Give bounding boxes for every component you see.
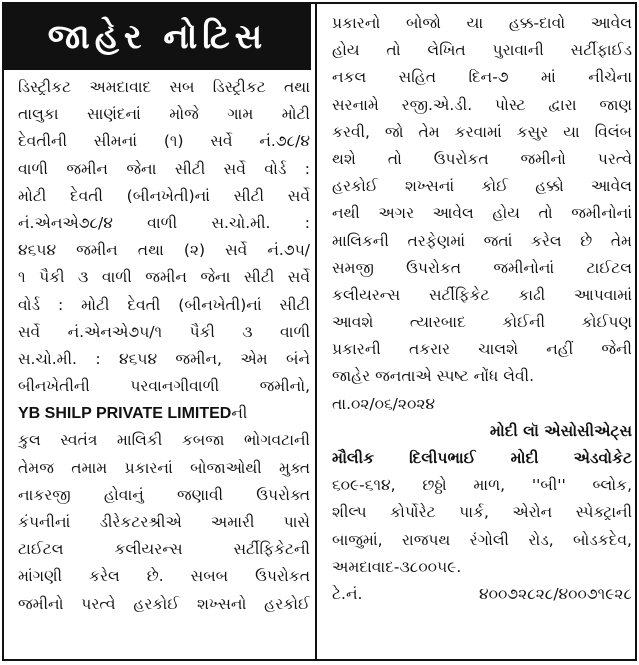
text-line: તાલુકા સાણંદનાં મોજે ગામ મોટી (18, 105, 310, 124)
text-line: થશે તો ઉપરોકત જમીનો પરત્વે (332, 149, 632, 168)
text-line: સમજી ઉપરોકત જમીનોનાં ટાઈટલ (332, 258, 632, 277)
phone-numbers: ટે.નં. ૪૦૦૭૨૮૨૮/૪૦૦૭૧૯૨૮ (332, 584, 632, 603)
text-line: તેમજ તમામ પ્રકારનાં બોજાઓથી મુક્ત (18, 458, 310, 477)
text-line: દેવતીની સીમનાં (૧) સર્વે નં.૭૮/૪ (18, 132, 310, 151)
firm-name: મોદી લૉ એસોસીએટ્સ (489, 421, 632, 440)
notice-title: જાહેર નોટિસ (47, 17, 268, 57)
column-divider (315, 4, 317, 659)
address-line: અમદાવાદ-૩૮૦૦૫૯. (332, 557, 462, 576)
company-line (18, 400, 310, 427)
text-line: ટાઈટલ કલીયરન્સ સર્ટીફિકેટની (18, 540, 310, 559)
text-line: વોર્ડ : મોટી દેવતી (બીનખેતી)નાં સીટી (18, 295, 310, 314)
text-line: નકલ સહિત દિન-૭ માં નીચેના (332, 68, 632, 87)
text-line: નથી અગર આવેલ હોય તો જમીનોનાં (332, 204, 632, 223)
address-line: ૬૦૯-૬૧૪, છઠ્ઠો માળ, ''બી'' બ્લોક, (332, 476, 632, 495)
text-line: નં.એનએ૭૮/૪ વાળી સ.ચો.મી. : (18, 213, 310, 232)
text-line: સર્વે નં.એનએ૭૫/૧ પૈકી ૩ વાળી (18, 322, 310, 341)
left-column (18, 74, 310, 618)
notice-banner (4, 4, 311, 70)
address-line: બાજુમાં, રાજપથ રંગોલી રોડ, બોડકદેવ, (332, 530, 632, 549)
text-line: આવશે ત્યારબાદ કોઈની કોઈપણ (332, 313, 632, 332)
text-line: કુલ સ્વતંત્ર માલિકી કબજા ભોગવટાની (18, 431, 310, 450)
text-line: સરનામે રજી.એ.ડી. પોસ્ટ દ્વારા જાણ (332, 95, 632, 114)
text-line: કંપનીનાં ડીરેકટરશ્રીએ અમારી પાસે (18, 513, 310, 531)
text-line: ડિસ્ટ્રીકટ અમદાવાદ સબ ડિસ્ટ્રીકટ તથા (18, 78, 310, 96)
text-line: મોટી દેવતી (બીનખેતી)નાં સીટી સર્વે (18, 186, 310, 205)
text-line: હરકોઈ શખ્સનાં કોઈ હક્કો આવેલ (332, 177, 632, 196)
text-line: સ.ચો.મી. : ૪૬૫૪ જમીન, એમ બંને (18, 349, 310, 368)
public-notice (2, 2, 637, 661)
text-line: જમીનો પરત્વે હરકોઈ શખ્સનો હરકોઈ (18, 594, 310, 613)
text-line: કલીયરન્સ સર્ટીફિકેટ કાઢી આપવામાં (332, 285, 632, 304)
notice-date: તા.૦૨/૦૬/૨૦૨૪ (332, 394, 436, 413)
text-line: હોય તો લેખિત પુરાવાની સર્ટીફાઈડ (332, 41, 632, 60)
address-line: શીલ્પ કોર્પોરેટ પાર્ક, એરોન સ્પેક્ટ્રાની (332, 503, 632, 522)
text-line: ૧ પૈકી ૩ વાળી જમીન જેના સીટી સર્વે (18, 268, 310, 287)
text-line: પ્રકારનો બોજો યા હક્ક-દાવો આવેલ (332, 14, 632, 32)
text-line: માલિકની તરફેણમાં જતાં કરેલ છે તેમ (332, 231, 632, 250)
advocate-name: મૌલીક દિલીપભાઈ મોદી એડવોકેટ (332, 449, 632, 467)
text-line: માંગણી કરેલ છે. સબબ ઉપરોકત (18, 567, 310, 586)
company-name: YB SHILP PRIVATE LIMITED (18, 405, 232, 423)
text-line: પ્રકારની તકરાર ચાલશે નહીં જેની (332, 340, 632, 359)
text-line: બીનખેતીની પરવાનગીવાળી જમીનો, (18, 377, 310, 396)
text-line: જાહેર જનતાએ સ્પષ્ટ નોંધ લેવી. (332, 367, 535, 386)
company-suffix: ની (231, 404, 248, 423)
text-line: નાકરજી હોવાનું જણાવી ઉપરોક્ત (18, 485, 310, 504)
text-line: ૪૬૫૪ જમીન તથા (૨) સર્વે નં.૭૫/ (18, 241, 310, 260)
text-line: કરવી, જો તેમ કરવામાં કસુર યા વિલંબ (332, 122, 632, 141)
text-line: વાળી જમીન જેના સીટી સર્વે વોર્ડ : (18, 159, 310, 178)
right-column (332, 10, 632, 608)
